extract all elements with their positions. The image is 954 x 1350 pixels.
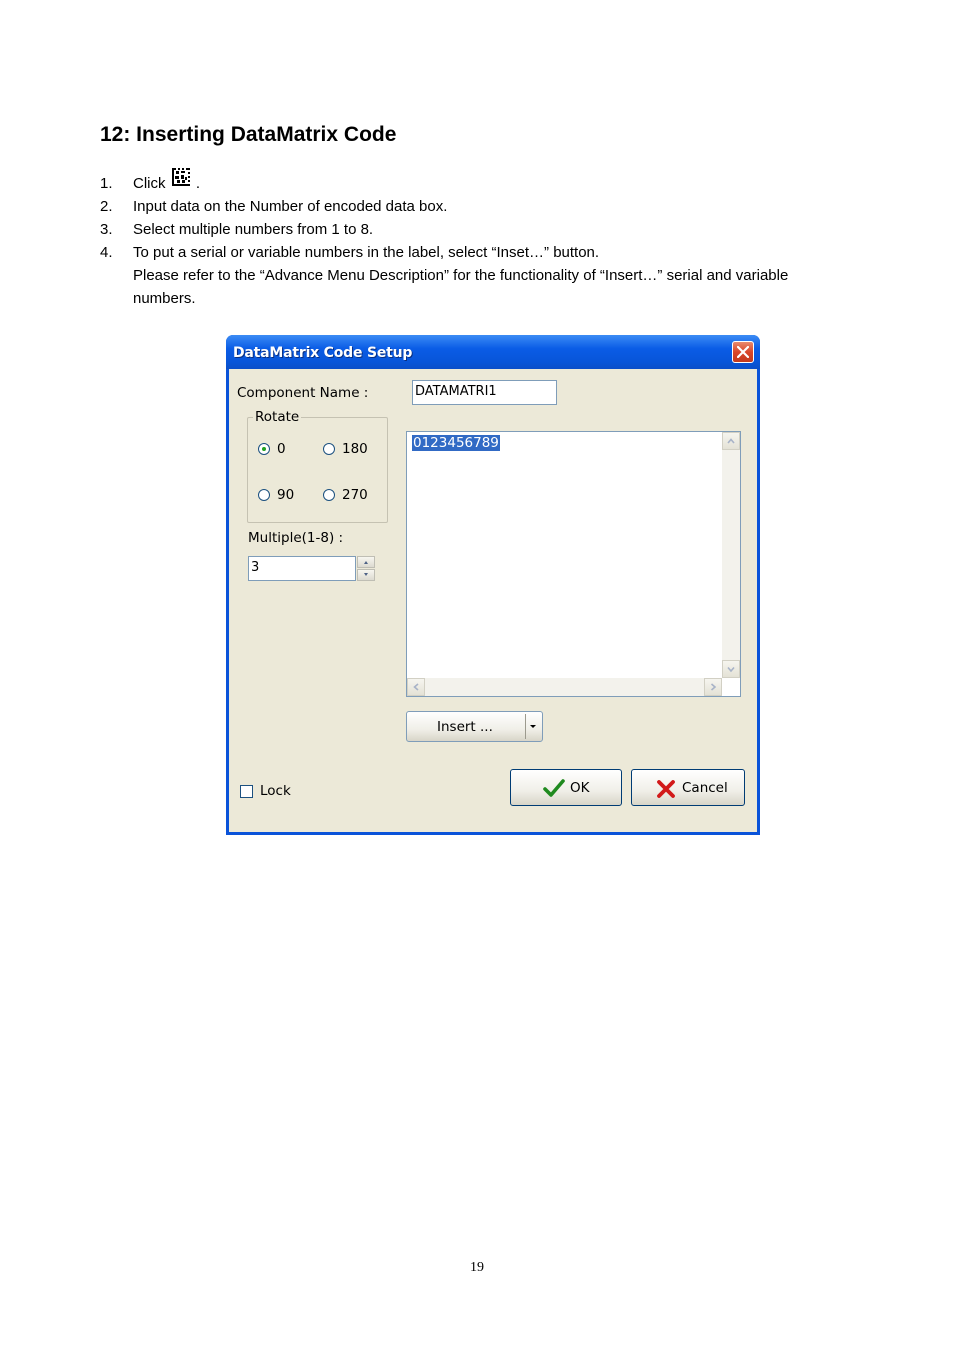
dialog-client [229, 369, 757, 832]
chevron-left-icon [408, 679, 424, 695]
rotate-group [247, 417, 388, 523]
step-text: Select multiple numbers from 1 to 8. [133, 221, 374, 238]
note-line: numbers. [133, 290, 196, 307]
dialog-titlebar[interactable] [226, 335, 760, 369]
step-1 [100, 172, 900, 195]
rotate-legend: Rotate [255, 409, 300, 425]
step-number: 1. [100, 175, 113, 192]
multiple-input[interactable]: 3 [248, 556, 356, 581]
step-number: 4. [100, 244, 113, 261]
horizontal-scrollbar[interactable] [407, 678, 722, 696]
chevron-down-icon [723, 661, 739, 677]
scroll-down-button[interactable] [722, 660, 740, 678]
datamatrix-setup-dialog [226, 335, 760, 835]
step-text: Input data on the Number of encoded data box. [133, 198, 448, 215]
step-note [100, 264, 900, 310]
rotate-0-label: 0 [277, 441, 286, 457]
instruction-list [100, 172, 900, 310]
cancel-button[interactable] [631, 769, 745, 806]
rotate-180-radio[interactable] [323, 443, 335, 455]
insert-label: Insert ... [437, 719, 493, 735]
datamatrix-icon [172, 168, 190, 186]
spin-down-button[interactable] [357, 569, 375, 581]
cancel-label: Cancel [682, 780, 728, 796]
ok-label: OK [570, 780, 590, 796]
step-text: To put a serial or variable numbers in the label, select “Inset…” button. [133, 244, 600, 261]
page-number: 19 [470, 1260, 484, 1275]
close-button[interactable] [732, 341, 754, 363]
step-number: 3. [100, 221, 113, 238]
data-textarea[interactable] [406, 431, 741, 697]
chevron-down-icon [526, 714, 540, 739]
step-3 [100, 218, 900, 241]
step-text: . [195, 175, 201, 192]
note-line: Please refer to the “Advance Menu Description” for the functionality of “Insert…” serial and variable [133, 267, 789, 284]
rotate-270-radio[interactable] [323, 489, 335, 501]
vertical-scrollbar[interactable] [722, 432, 740, 678]
scroll-up-button[interactable] [722, 432, 740, 450]
red-x-icon [656, 779, 676, 799]
checkmark-icon [543, 778, 565, 798]
step-4 [100, 241, 900, 264]
insert-dropdown-button[interactable] [525, 714, 540, 739]
component-name-input[interactable]: DATAMATRI1 [412, 380, 557, 405]
lock-checkbox[interactable] [240, 785, 253, 798]
component-name-label: Component Name : [237, 385, 369, 401]
chevron-right-icon [705, 679, 721, 695]
ok-button[interactable] [510, 769, 622, 806]
dialog-title: DataMatrix Code Setup [233, 345, 413, 361]
lock-label: Lock [260, 783, 291, 799]
data-text: 0123456789 [413, 435, 499, 451]
arrow-down-icon [358, 570, 374, 580]
insert-button[interactable] [406, 711, 543, 742]
scroll-left-button[interactable] [407, 678, 425, 696]
rotate-90-radio[interactable] [258, 489, 270, 501]
scroll-right-button[interactable] [704, 678, 722, 696]
rotate-180-label: 180 [342, 441, 368, 457]
step-2 [100, 195, 900, 218]
page-heading: 12: Inserting DataMatrix Code [100, 123, 397, 146]
rotate-90-label: 90 [277, 487, 295, 503]
rotate-270-label: 270 [342, 487, 368, 503]
arrow-up-icon [358, 557, 374, 567]
step-text: Click [133, 175, 166, 192]
close-icon [737, 346, 749, 358]
multiple-label: Multiple(1-8) : [248, 530, 344, 546]
multiple-stepper[interactable] [357, 556, 375, 581]
step-number: 2. [100, 198, 113, 215]
chevron-up-icon [723, 433, 739, 449]
rotate-0-radio[interactable] [258, 443, 270, 455]
spin-up-button[interactable] [357, 556, 375, 568]
